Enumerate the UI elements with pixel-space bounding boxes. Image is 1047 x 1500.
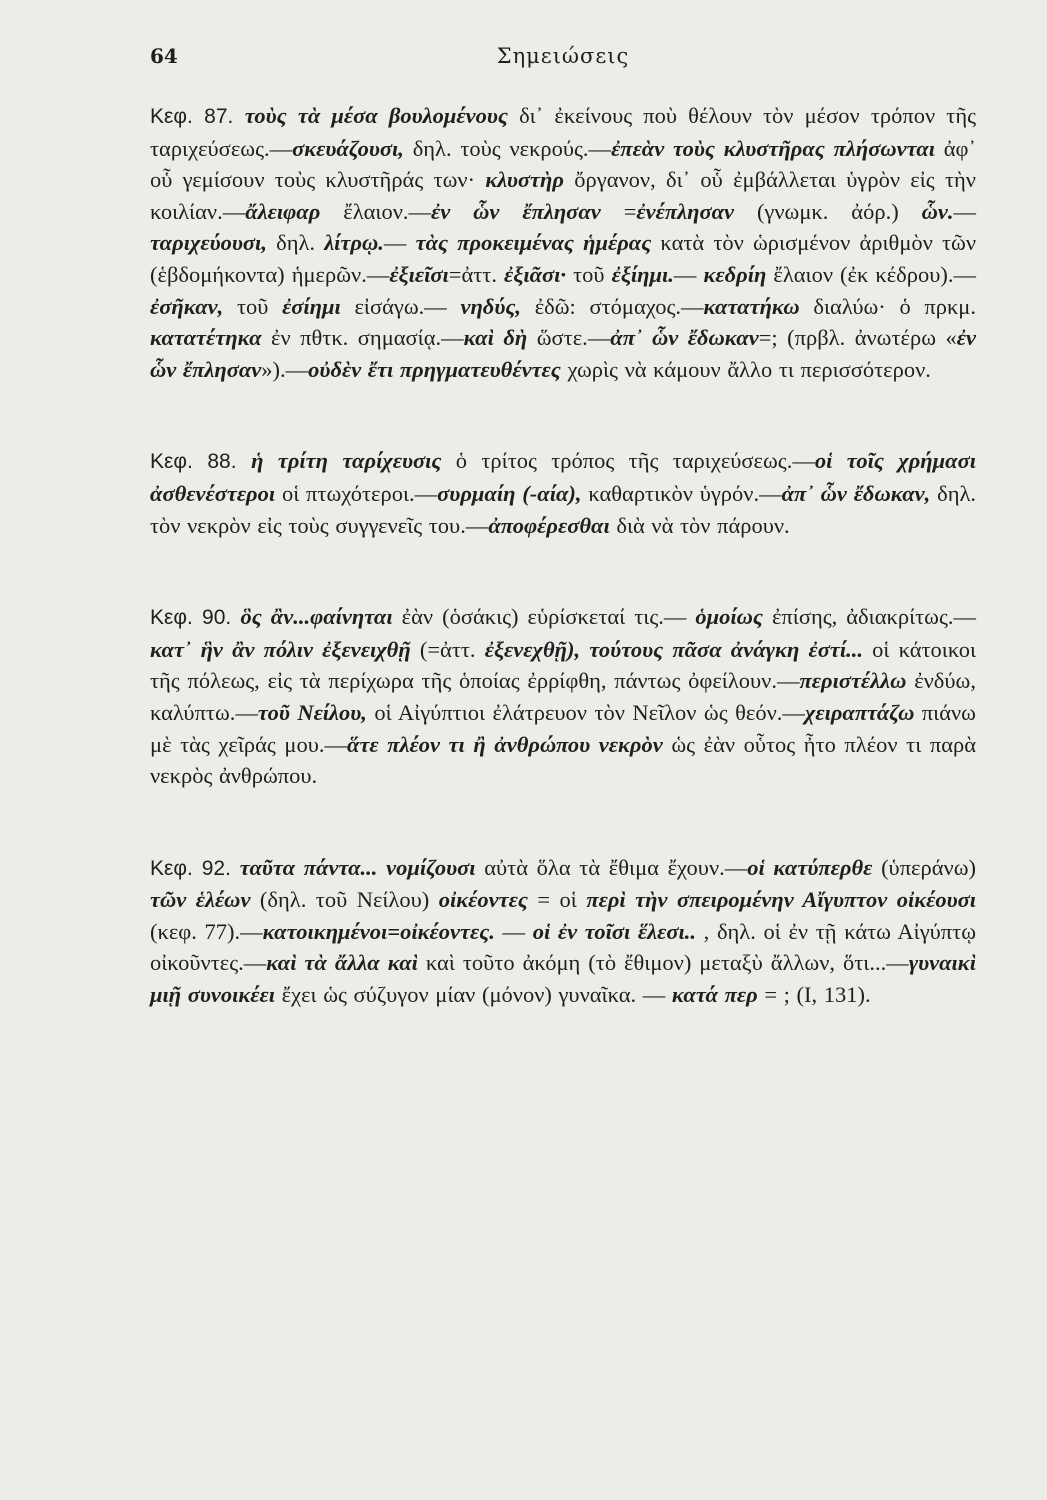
note-text: οἱ πτωχότεροι.— — [275, 480, 438, 506]
note-text: =ἀττ. — [448, 261, 505, 287]
lemma-term: οἱ κατύπερθε — [747, 854, 873, 880]
lemma-term: νηδύς, — [460, 293, 522, 319]
lemma-term: τῶν ἑλέων — [150, 887, 251, 913]
note-text: καθαρτικὸν ὑγρόν.— — [581, 480, 782, 506]
lemma-term: συρμαίη (-αία), — [437, 480, 582, 506]
note-chapter-90 — [150, 601, 976, 792]
lemma-term: ἐν ὧν ἔπλησαν — [150, 325, 976, 382]
note-text: — — [383, 230, 416, 256]
lemma-term: τὰς προκειμένας ἡμέρας — [415, 230, 652, 256]
lemma-term: ἐν ὧν ἔπλησαν — [431, 198, 601, 224]
note-text: ἐὰν (ὁσάκις) εὑρίσκεταί τις.— — [392, 604, 696, 630]
note-text: ἐδῶ: στόμαχος.— — [521, 293, 704, 319]
lemma-term: ἐξενεχθῇ), τούτους πᾶσα ἀνάγκη ἐστί... — [484, 636, 863, 662]
lemma-term: κεδρίη — [703, 261, 767, 287]
chapter-label: Κεφ. 88. — [150, 450, 252, 474]
note-text: οἱ Αἰγύπτιοι ἐλάτρευον τὸν Νεῖλον ὡς θεόν.— — [366, 699, 805, 725]
lemma-term: ὁμοίως — [695, 604, 763, 630]
lemma-term: ἡ τρίτη ταρίχευσις — [251, 448, 442, 474]
note-text: ὡς ἐὰν οὗτος ἦτο πλέον τι παρὰ νεκρὸς ἀνθρώπου. — [150, 731, 976, 789]
note-text: ἐνδύω, καλύπτω.— — [150, 668, 976, 725]
lemma-term: περιστέλλω — [799, 668, 907, 694]
note-text: — — [494, 918, 533, 944]
lemma-term: ἐξίημι. — [611, 261, 674, 287]
note-text: ἔχει ὡς σύζυγον μίαν (μόνον) γυναῖκα. — — [275, 982, 672, 1008]
note-text: ἐν πθτκ. σημασίᾳ.— — [261, 325, 464, 351]
lemma-term: κλυστὴρ — [485, 167, 564, 193]
lemma-term: κατ᾽ ἣν ἂν πόλιν ἐξενειχθῇ — [150, 636, 411, 662]
note-text: εἰσάγω.— — [340, 293, 461, 319]
note-text: »).— — [261, 356, 309, 382]
lemma-term: ἀπ᾽ ὧν ἔδωκαν, — [781, 480, 931, 506]
notes-body — [150, 100, 976, 1071]
lemma-term: οὐδὲν ἔτι πρηγματευθέντες — [308, 356, 561, 382]
note-text: ἔλαιον.— — [320, 198, 432, 224]
lemma-term: ταῦτα πάντα... νομίζουσι — [239, 854, 476, 880]
note-text: , δηλ. οἱ ἐν τῇ κάτω Αἰγύπτῳ οἰκοῦντες.— — [150, 918, 976, 976]
note-text: ὄργανον, δι᾽ οὗ ἐμβάλλεται ὑγρὸν εἰς τὴν κοιλίαν.— — [150, 167, 976, 224]
lemma-term: καὶ τὰ ἄλλα καὶ — [266, 950, 418, 976]
lemma-term: τοὺς τὰ μέσα βουλομένους — [244, 103, 508, 128]
lemma-term: κατοικημένοι=οἰκέοντες. — [262, 918, 495, 944]
lemma-term: ἀπ᾽ ὧν ἔδωκαν — [610, 325, 759, 351]
note-text: (γνωμκ. ἀόρ.) — [734, 198, 922, 224]
note-text: (=ἀττ. — [410, 636, 485, 662]
note-text: πιάνω μὲ τὰς χεῖράς μου.— — [150, 699, 976, 757]
note-text: δηλ. τὸν νεκρὸν εἰς τοὺς συγγενεῖς του.— — [150, 480, 976, 538]
page-number: 64 — [150, 44, 178, 68]
page-header — [150, 44, 976, 78]
lemma-term: περὶ τὴν σπειρομένην Αἴγυπτον οἰκέουσι — [586, 887, 976, 913]
note-text: αὐτὰ ὅλα τὰ ἔθιμα ἔχουν.— — [475, 854, 748, 880]
lemma-term: ἅτε πλέον τι ἢ ἀνθρώπου νεκρὸν — [347, 731, 663, 757]
lemma-term: ὃς ἂν...φαίνηται — [240, 604, 393, 630]
note-chapter-92 — [150, 852, 976, 1011]
lemma-term: οἰκέοντες — [438, 887, 528, 913]
lemma-term: ἐνέπλησαν — [636, 198, 735, 224]
note-text: =; (πρβλ. ἀνωτέρω « — [758, 325, 957, 351]
note-text: κατὰ τὸν ὡρισμένον ἀριθμὸν τῶν (ἑβδομήκοντα) ἡμερῶν.— — [150, 230, 976, 287]
note-text: διὰ νὰ τὸν πάρουν. — [609, 512, 790, 538]
note-text: καὶ τοῦτο ἀκόμη (τὸ ἔθιμον) μεταξὺ ἄλλων, ὅτι...— — [417, 950, 909, 976]
note-text: δι᾽ ἐκείνους ποὺ θέλουν τὸν μέσον τρόπον τῆς ταριχεύσεως.— — [150, 103, 976, 161]
lemma-term: ἐπεὰν τοὺς κλυστῆρας πλήσωνται — [611, 135, 935, 161]
lemma-term: κατατέτηκα — [150, 325, 262, 351]
note-text: ἔλαιον (ἐκ κέδρου).— — [766, 261, 977, 287]
lemma-term: ἐξιᾶσι· — [504, 261, 567, 287]
lemma-term: κατά περ — [671, 982, 758, 1008]
note-text: ὁ τρίτος τρόπος τῆς ταριχεύσεως.— — [441, 448, 815, 474]
note-text: — — [673, 261, 704, 287]
note-text: (δηλ. τοῦ Νείλου) — [250, 887, 439, 913]
note-text: (κεφ. 77).— — [150, 918, 263, 944]
lemma-term: ὧν. — [921, 198, 954, 224]
lemma-term: ἀποφέρεσθαι — [488, 512, 610, 538]
note-text: ἐπίσης, ἀδιακρίτως.— — [762, 604, 977, 630]
chapter-label: Κεφ. 92. — [150, 856, 240, 880]
note-text: τοῦ — [566, 261, 612, 287]
running-title: Σημειώσεις — [496, 44, 630, 68]
chapter-label: Κεφ. 90. — [150, 606, 241, 630]
note-text: δηλ. — [266, 230, 325, 256]
note-text: = οἱ — [527, 887, 587, 913]
note-chapter-88 — [150, 445, 976, 541]
lemma-term: οἱ τοῖς χρήμασι ἀσθενέστεροι — [150, 448, 976, 506]
lemma-term: ταριχεύουσι, — [150, 230, 267, 256]
lemma-term: ἐξιεῖσι — [389, 261, 449, 287]
note-text: τοῦ — [223, 293, 283, 319]
chapter-label: Κεφ. 87. — [150, 105, 245, 128]
lemma-term: καὶ δὴ — [463, 325, 528, 351]
lemma-term: οἱ ἐν τοῖσι ἕλεσι.. — [532, 918, 696, 944]
lemma-term: κατατήκω — [703, 293, 800, 319]
lemma-term: γυναικὶ μιῇ συνοικέει — [150, 950, 976, 1008]
note-text: δηλ. τοὺς νεκρούς.— — [403, 135, 612, 161]
note-text: χωρὶς νὰ κάμουν ἄλλο τι περισσότερον. — [560, 356, 931, 382]
lemma-term: ἐσῆκαν, — [150, 293, 224, 319]
lemma-term: τοῦ Νείλου, — [257, 699, 367, 725]
note-text: = ; (I, 131). — [757, 982, 871, 1008]
note-text: διαλύω· ὁ πρκμ. — [799, 293, 976, 319]
note-text: ἀφ᾽ οὗ γεμίσουν τοὺς κλυστῆράς των· — [150, 135, 976, 193]
note-chapter-87 — [150, 100, 976, 385]
lemma-term: χειραπτάζω — [804, 699, 915, 725]
lemma-term: ἐσίημι — [282, 293, 341, 319]
lemma-term: λίτρῳ. — [324, 230, 384, 256]
note-text: οἱ κάτοικοι τῆς πόλεως, εἰς τὰ περίχωρα τῆς ὁποίας ἐρρίφθη, πάντως ὀφείλουν.— — [150, 636, 977, 694]
note-text: ὥστε.— — [527, 325, 611, 351]
lemma-term: ἄλειφαρ — [245, 198, 321, 224]
lemma-term: σκευάζουσι, — [292, 135, 404, 161]
note-text: — — [953, 198, 977, 224]
note-text: (ὑπεράνω) — [872, 854, 976, 880]
note-text: = — [600, 198, 637, 224]
